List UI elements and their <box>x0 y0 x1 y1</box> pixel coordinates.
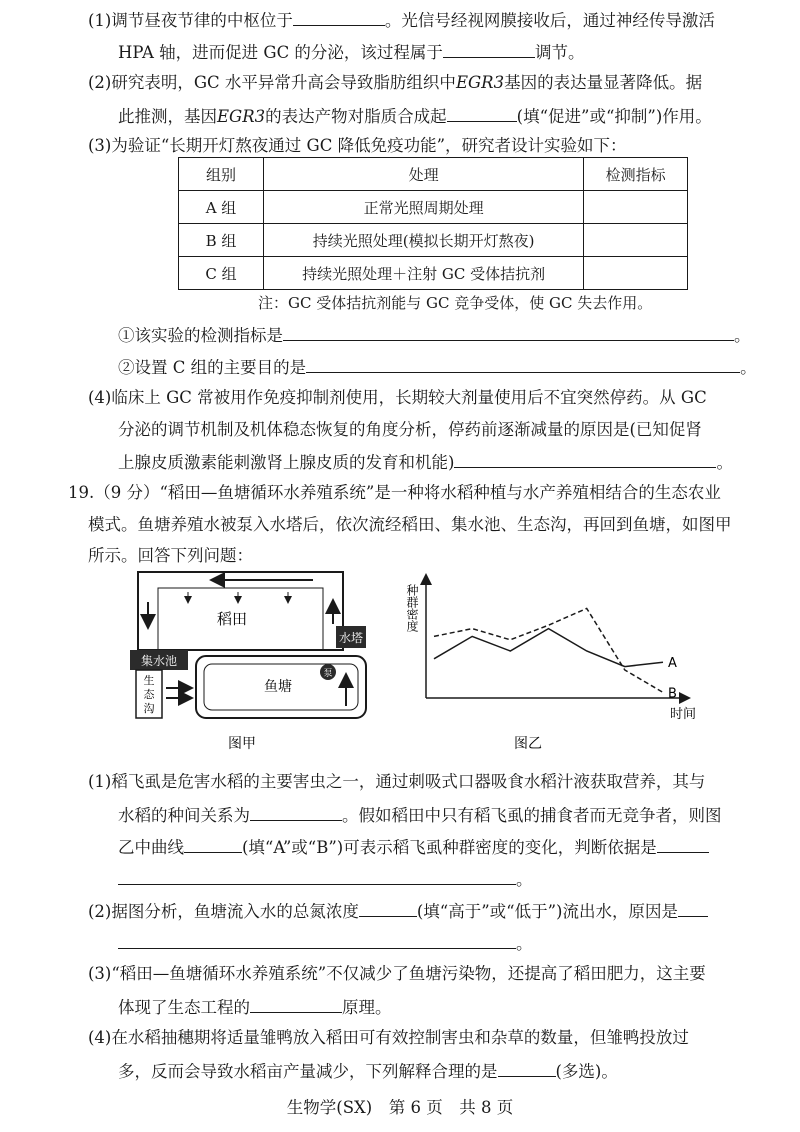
pump-label: 泵 <box>323 669 333 679</box>
q19-s3-line1: (3)“稻田—鱼塘循环水养殖系统”不仅减少了鱼塘污染物，还提高了稻田肥力，这主要 <box>88 964 706 983</box>
answer-blank[interactable] <box>118 866 516 885</box>
q19-s4-text-b: 多，反而会导致水稻亩产量减少，下列解释合理的是 <box>118 1062 498 1081</box>
collection-pool-label: 集水池 <box>140 654 178 668</box>
q18-part2-text-c: 此推测，基因 <box>118 107 217 126</box>
q18-part1-text-d: 调节。 <box>534 43 585 62</box>
period: 。 <box>740 358 757 377</box>
table-row <box>179 224 688 257</box>
q19-intro-line2: 模式。鱼塘养殖水被泵入水塔后，依次流经稻田、集水池、生态沟，再回到鱼塘，如图甲 <box>88 515 732 534</box>
q19-s4-text-c: (多选)。 <box>555 1062 618 1081</box>
q18-part2-text-b: 基因的表达量显著降低。据 <box>504 73 703 92</box>
period: 。 <box>516 934 533 953</box>
rice-field-label: 稻田 <box>216 610 248 628</box>
q18-part1-text-c: HPA 轴，进而促进 GC 的分泌，该过程属于 <box>118 43 443 62</box>
table-header-row <box>179 158 688 191</box>
q19-s3-text-b: 体现了生态工程的 <box>118 998 250 1017</box>
figure-b-caption: 图乙 <box>514 736 542 752</box>
q19-s1-line3 <box>118 834 709 860</box>
table-row <box>179 191 688 224</box>
q19-s4-line1: (4)在水稻抽穗期将适量雏鸭放入稻田可有效控制害虫和杂草的数量，但雏鸭投放过 <box>88 1028 689 1047</box>
q18-part4-line1: (4)临床上 GC 常被用作免疫抑制剂使用，长期较大剂量使用后不宜突然停药。从 GC <box>88 388 707 407</box>
answer-blank[interactable] <box>250 994 342 1013</box>
table-cell: B 组 <box>179 224 264 257</box>
period: 。 <box>734 326 751 345</box>
q18-sub2 <box>118 354 757 380</box>
eco-ditch-label: 态 <box>143 688 155 701</box>
q19-s2-line1 <box>88 898 708 924</box>
answer-blank[interactable] <box>454 449 716 468</box>
q18-part1-line1 <box>88 7 715 33</box>
answer-blank[interactable] <box>443 39 535 58</box>
q18-part1-text-b: 。光信号经视网膜接收后，通过神经传导激活 <box>384 11 715 30</box>
q18-part4-line2: 分泌的调节机制及机体稳态恢复的角度分析，停药前逐渐减量的原因是(已知促肾 <box>118 420 702 439</box>
q18-part2-text-e: (填“促进”或“抑制”)作用。 <box>516 107 712 126</box>
table-note: 注：GC 受体拮抗剂能与 GC 竞争受体，使 GC 失去作用。 <box>258 294 653 312</box>
answer-blank[interactable] <box>657 834 709 853</box>
table-cell: 持续光照处理(模拟长期开灯熬夜) <box>264 224 584 257</box>
table-cell: C 组 <box>179 257 264 290</box>
y-axis-label: 种群密度 <box>405 584 419 632</box>
answer-blank[interactable] <box>306 354 740 373</box>
q19-s1-text-c: 。假如稻田中只有稻飞虱的捕食者而无竞争者，则图 <box>342 806 722 825</box>
table-row <box>179 257 688 290</box>
q18-part1-text-a: (1)调节昼夜节律的中枢位于 <box>88 11 293 30</box>
series-a-label: A <box>668 656 677 672</box>
q18-part4-text-c: 上腺皮质激素能刺激肾上腺皮质的发育和机能) <box>118 453 455 472</box>
q18-part3-title: (3)为验证“长期开灯熬夜通过 GC 降低免疫功能”，研究者设计实验如下： <box>88 136 627 155</box>
q19-s1-text-e: (填“A”或“B”)可表示稻飞虱种群密度的变化，判断依据是 <box>242 838 657 857</box>
table-cell: 持续光照处理＋注射 GC 受体拮抗剂 <box>264 257 584 290</box>
q19-s2-text-b: (填“高于”或“低于”)流出水，原因是 <box>416 902 678 921</box>
table-cell <box>584 224 688 257</box>
q19-s2-line2 <box>118 930 533 956</box>
table-header: 组别 <box>179 158 264 191</box>
q19-intro-line3: 所示。回答下列问题： <box>88 546 253 565</box>
gene-name: EGR3 <box>217 107 266 126</box>
figure-a-diagram <box>128 566 390 756</box>
q19-s1-line2 <box>118 802 722 828</box>
q18-part2-line1 <box>88 71 702 95</box>
answer-blank[interactable] <box>498 1058 556 1077</box>
q19-s3-text-c: 原理。 <box>342 998 392 1017</box>
eco-ditch-label: 生 <box>143 674 155 687</box>
answer-blank[interactable] <box>293 7 385 26</box>
table-header: 检测指标 <box>584 158 688 191</box>
fish-pond-label: 鱼塘 <box>264 679 292 695</box>
q19-s2-text-a: (2)据图分析，鱼塘流入水的总氮浓度 <box>88 902 359 921</box>
q19-s4-line2 <box>118 1058 618 1084</box>
series-a-line <box>434 629 663 667</box>
answer-blank[interactable] <box>359 898 417 917</box>
q19-s1-line1: (1)稻飞虱是危害水稻的主要害虫之一，通过刺吸式口器吸食水稻汁液获取营养，其与 <box>88 772 706 791</box>
experiment-table <box>178 157 688 290</box>
series-b-line <box>434 608 663 692</box>
q18-sub1 <box>118 322 751 348</box>
answer-blank[interactable] <box>283 322 734 341</box>
answer-blank[interactable] <box>184 834 242 853</box>
q18-part2-text-a: (2)研究表明，GC 水平异常升高会导致脂肪组织中 <box>88 73 456 92</box>
q19-s3-line2 <box>118 994 392 1020</box>
q18-part2-text-d: 的表达产物对脂质合成起 <box>265 107 447 126</box>
answer-blank[interactable] <box>447 103 517 122</box>
table-cell: A 组 <box>179 191 264 224</box>
answer-blank[interactable] <box>678 898 708 917</box>
q18-part1-line2 <box>118 39 584 65</box>
q18-sub2-text: ②设置 C 组的主要目的是 <box>118 358 307 377</box>
water-tower-label: 水塔 <box>338 631 364 645</box>
answer-blank[interactable] <box>118 930 516 949</box>
q18-sub1-text: ①该实验的检测指标是 <box>118 326 283 345</box>
period: 。 <box>716 453 733 472</box>
gene-name: EGR3 <box>455 73 505 92</box>
x-axis-label: 时间 <box>670 707 697 722</box>
figure-b-chart <box>398 566 710 756</box>
table-cell: 正常光照周期处理 <box>264 191 584 224</box>
page-footer: 生物学(SX) 第 6 页 共 8 页 <box>286 1098 514 1117</box>
table-cell <box>584 257 688 290</box>
q19-intro-line1: 19.（9 分）“稻田—鱼塘循环水养殖系统”是一种将水稻种植与水产养殖相结合的生态农业 <box>68 483 721 502</box>
eco-ditch-label: 沟 <box>143 702 155 715</box>
period: 。 <box>516 870 533 889</box>
series-b-label: B <box>668 686 677 702</box>
q19-s1-text-d: 乙中曲线 <box>118 838 184 857</box>
q18-part2-line2 <box>118 103 712 129</box>
q18-part4-line3 <box>118 449 733 475</box>
q19-s1-line4 <box>118 866 533 892</box>
table-cell <box>584 191 688 224</box>
answer-blank[interactable] <box>250 802 342 821</box>
q19-s1-text-b: 水稻的种间关系为 <box>118 806 250 825</box>
table-header: 处理 <box>264 158 584 191</box>
figure-a-caption: 图甲 <box>228 736 256 752</box>
